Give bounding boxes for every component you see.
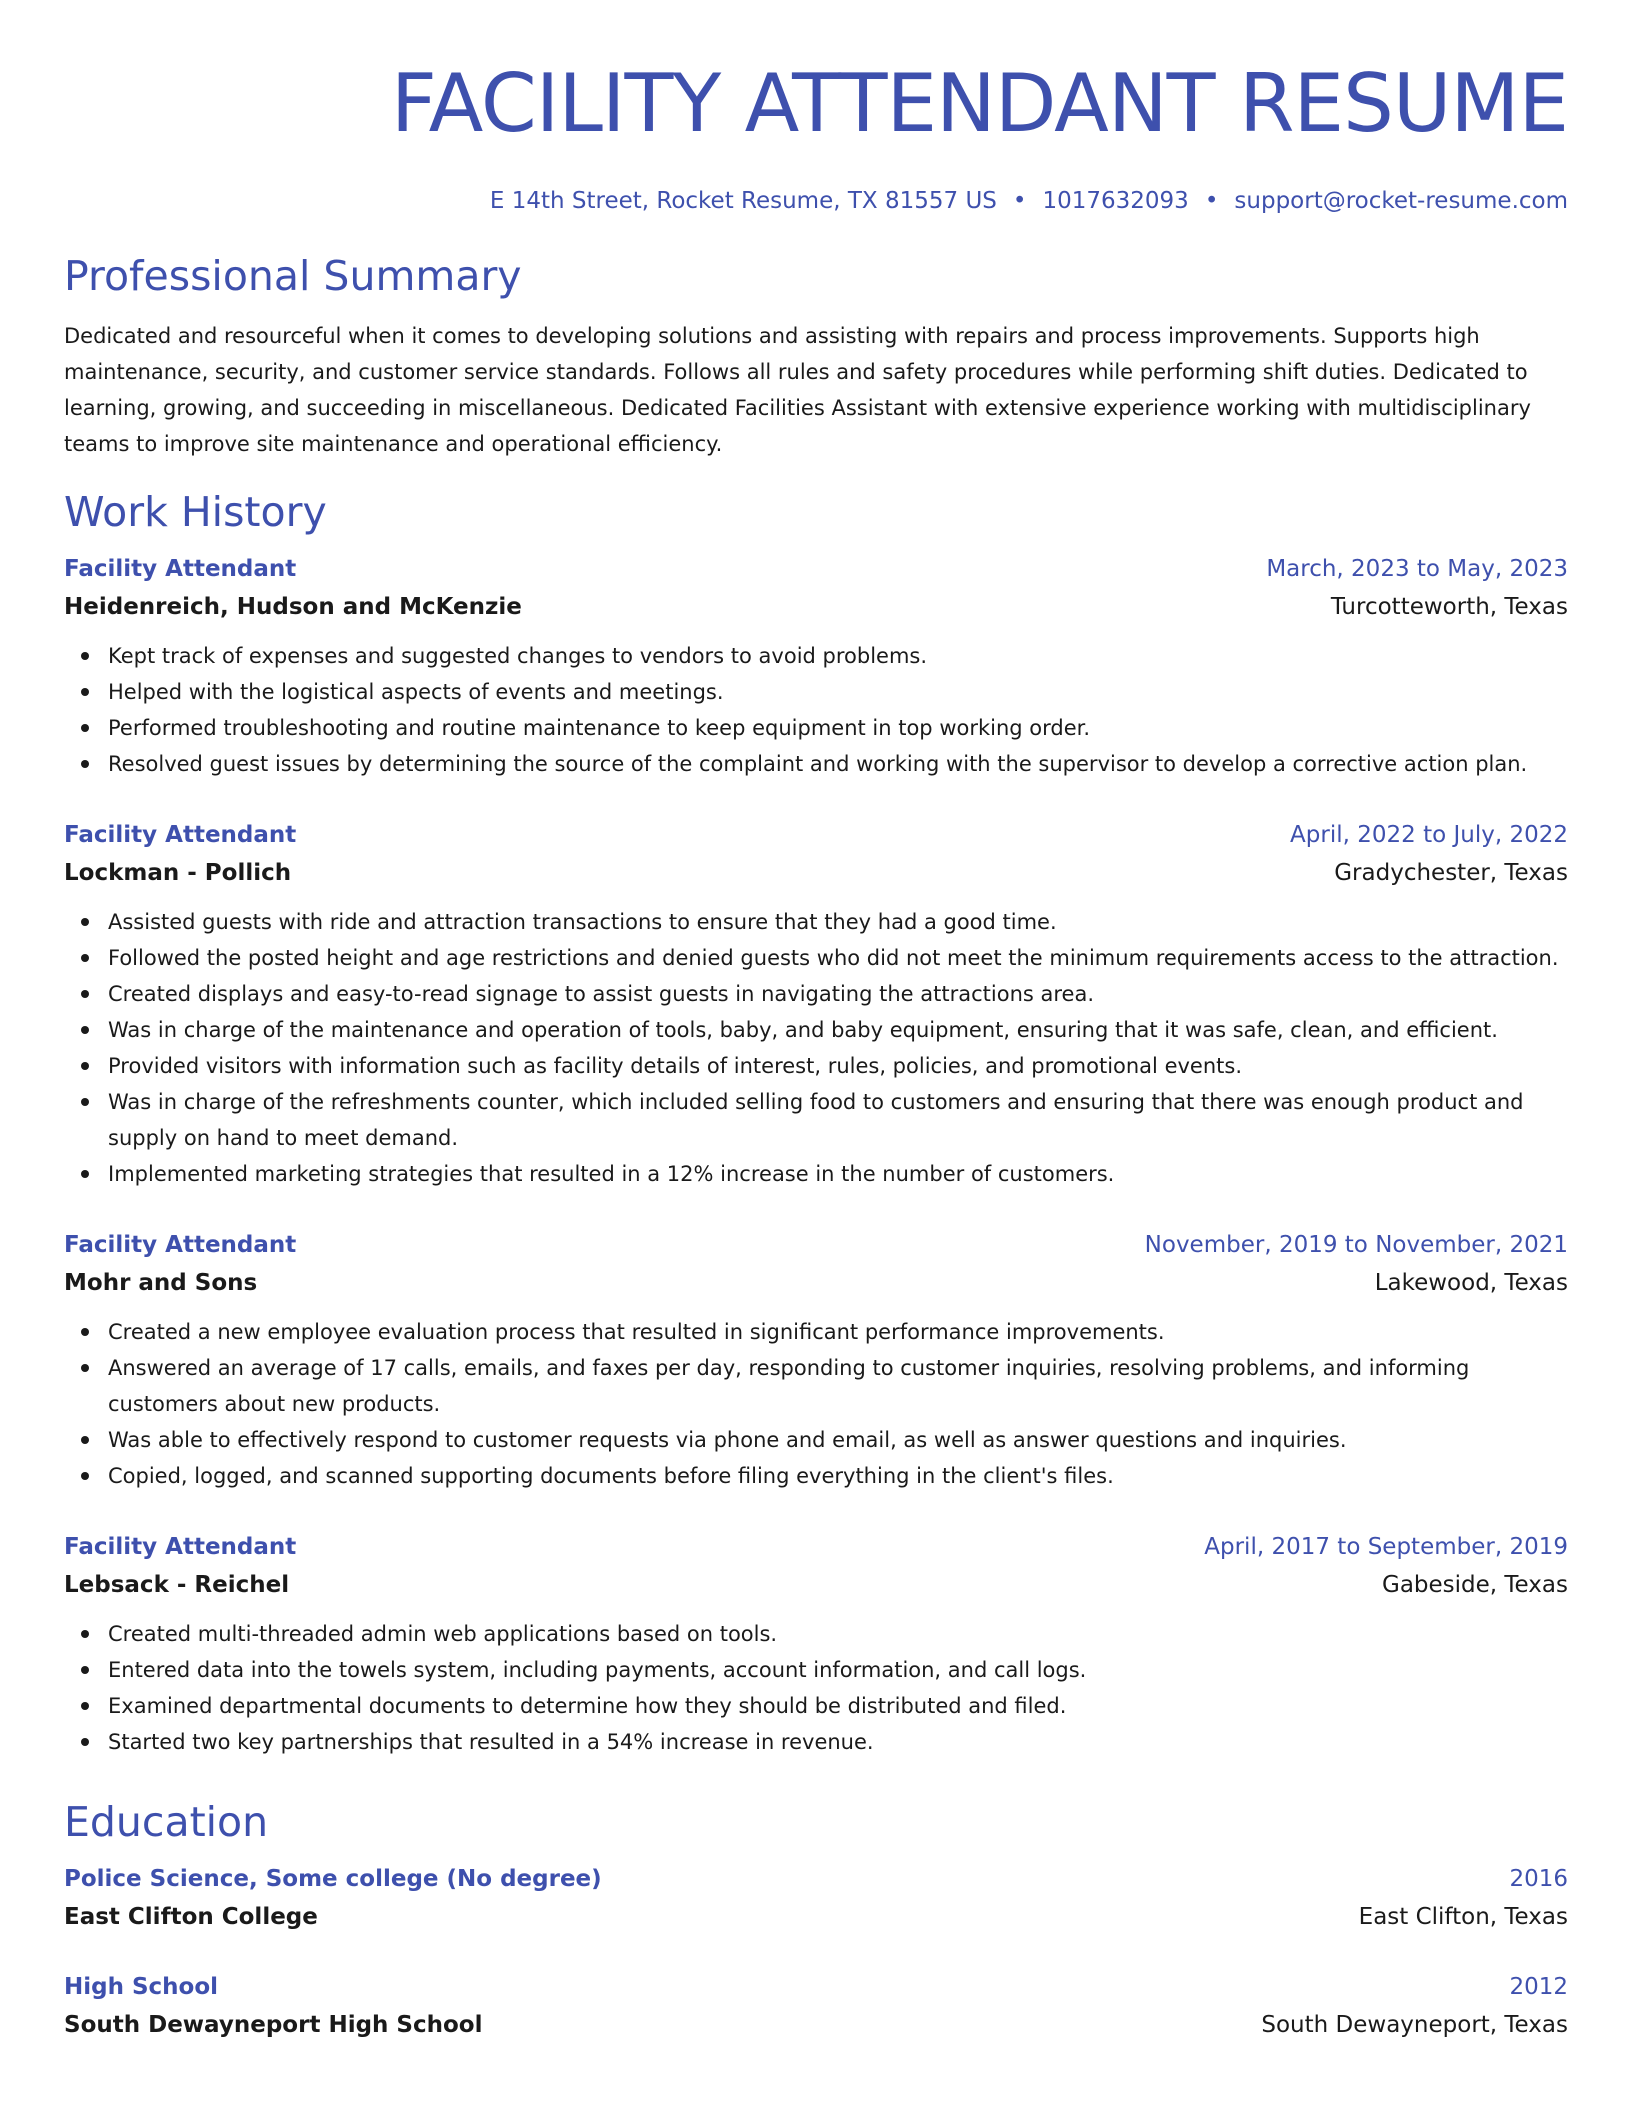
job-entry (64, 818, 1568, 1192)
job-bullet: Entered data into the towels system, including payments, account information, and call logs. (64, 1652, 1568, 1688)
job-bullet: Created displays and easy-to-read signage to assist guests in navigating the attractions area. (64, 976, 1568, 1012)
job-header (64, 552, 1568, 586)
job-location: Turcotteworth, Texas (1330, 594, 1568, 620)
summary-heading: Professional Summary (64, 252, 522, 300)
job-entry (64, 1530, 1568, 1760)
job-subheader (64, 1266, 1568, 1300)
education-subheader (64, 2008, 1568, 2042)
education-school: East Clifton College (64, 1904, 318, 1930)
resume-page (64, 0, 1568, 2042)
contact-email: support@rocket-resume.com (1234, 188, 1568, 214)
education-degree: High School (64, 1974, 219, 2000)
job-company: Lebsack - Reichel (64, 1572, 290, 1598)
job-bullet: Created multi-threaded admin web applications based on tools. (64, 1616, 1568, 1652)
education-header (64, 1970, 1568, 2004)
job-bullet: Kept track of expenses and suggested changes to vendors to avoid problems. (64, 638, 1568, 674)
job-subheader (64, 856, 1568, 890)
job-subheader (64, 1568, 1568, 1602)
job-bullet: Followed the posted height and age restrictions and denied guests who did not meet the minimum requirements access to the attraction. (64, 940, 1568, 976)
education-year: 2016 (1509, 1866, 1568, 1892)
job-company: Heidenreich, Hudson and McKenzie (64, 594, 522, 620)
job-bullet: Assisted guests with ride and attraction transactions to ensure that they had a good time. (64, 904, 1568, 940)
contact-line (64, 186, 1568, 216)
job-company: Mohr and Sons (64, 1270, 258, 1296)
job-bullet: Answered an average of 17 calls, emails, and faxes per day, responding to customer inquiries, resolving problems, and informing customers about new products. (64, 1350, 1568, 1422)
education-degree: Police Science, Some college (No degree) (64, 1866, 602, 1892)
job-dates: April, 2022 to July, 2022 (1290, 822, 1568, 848)
education-location: East Clifton, Texas (1358, 1904, 1568, 1930)
job-bullet: Examined departmental documents to determine how they should be distributed and filed. (64, 1688, 1568, 1724)
job-location: Lakewood, Texas (1374, 1270, 1568, 1296)
job-bullets (64, 1314, 1568, 1494)
job-bullet: Helped with the logistical aspects of events and meetings. (64, 674, 1568, 710)
job-bullet: Created a new employee evaluation process that resulted in significant performance improvements. (64, 1314, 1568, 1350)
job-bullets (64, 904, 1568, 1192)
job-bullet: Was in charge of the refreshments counter, which included selling food to customers and ensuring that there was enough product and supply on hand to meet demand. (64, 1084, 1568, 1156)
education-header (64, 1862, 1568, 1896)
job-subheader (64, 590, 1568, 624)
job-dates: April, 2017 to September, 2019 (1204, 1534, 1568, 1560)
job-bullet: Was able to effectively respond to customer requests via phone and email, as well as answer questions and inquiries. (64, 1422, 1568, 1458)
education-entry (64, 1970, 1568, 2042)
job-role: Facility Attendant (64, 1232, 297, 1258)
summary-text: Dedicated and resourceful when it comes to developing solutions and assisting with repairs and process improvements. Supports high maintenance, security, and customer service standards. Follows all rules and safety procedures while performing shift duties. Dedicated to learning, growing, and succeeding in miscellaneous. Dedicated Facilities Assistant with extensive experience working with multidisciplinary teams to improve site maintenance and operational efficiency. (64, 324, 1531, 456)
education-location: South Dewayneport, Texas (1261, 2012, 1568, 2038)
contact-separator: • (1204, 188, 1219, 214)
education-year: 2012 (1509, 1974, 1568, 2000)
job-role: Facility Attendant (64, 556, 297, 582)
job-dates: November, 2019 to November, 2021 (1144, 1232, 1568, 1258)
contact-address: E 14th Street, Rocket Resume, TX 81557 US (489, 188, 997, 214)
education-heading: Education (64, 1798, 269, 1846)
contact-phone: 1017632093 (1042, 188, 1189, 214)
contact-separator: • (1012, 188, 1027, 214)
job-role: Facility Attendant (64, 1534, 297, 1560)
job-entry (64, 552, 1568, 782)
job-location: Gabeside, Texas (1382, 1572, 1568, 1598)
job-dates: March, 2023 to May, 2023 (1266, 556, 1568, 582)
education-entry (64, 1862, 1568, 1934)
work-history-heading: Work History (64, 488, 327, 536)
job-header (64, 1228, 1568, 1262)
job-company: Lockman - Pollich (64, 860, 292, 886)
job-entry (64, 1228, 1568, 1494)
job-bullet: Implemented marketing strategies that resulted in a 12% increase in the number of customers. (64, 1156, 1568, 1192)
job-bullet: Resolved guest issues by determining the source of the complaint and working with the supervisor to develop a corrective action plan. (64, 746, 1568, 782)
job-bullet: Provided visitors with information such as facility details of interest, rules, policies, and promotional events. (64, 1048, 1568, 1084)
job-header (64, 818, 1568, 852)
education-subheader (64, 1900, 1568, 1934)
job-bullets (64, 1616, 1568, 1760)
education-school: South Dewayneport High School (64, 2012, 483, 2038)
job-bullet: Copied, logged, and scanned supporting documents before filing everything in the client's files. (64, 1458, 1568, 1494)
job-bullet: Performed troubleshooting and routine maintenance to keep equipment in top working order. (64, 710, 1568, 746)
job-location: Gradychester, Texas (1334, 860, 1568, 886)
job-role: Facility Attendant (64, 822, 297, 848)
job-bullet: Was in charge of the maintenance and operation of tools, baby, and baby equipment, ensuring that it was safe, clean, and efficient. (64, 1012, 1568, 1048)
resume-title: FACILITY ATTENDANT RESUME (390, 57, 1568, 150)
job-bullet: Started two key partnerships that resulted in a 54% increase in revenue. (64, 1724, 1568, 1760)
job-header (64, 1530, 1568, 1564)
job-bullets (64, 638, 1568, 782)
